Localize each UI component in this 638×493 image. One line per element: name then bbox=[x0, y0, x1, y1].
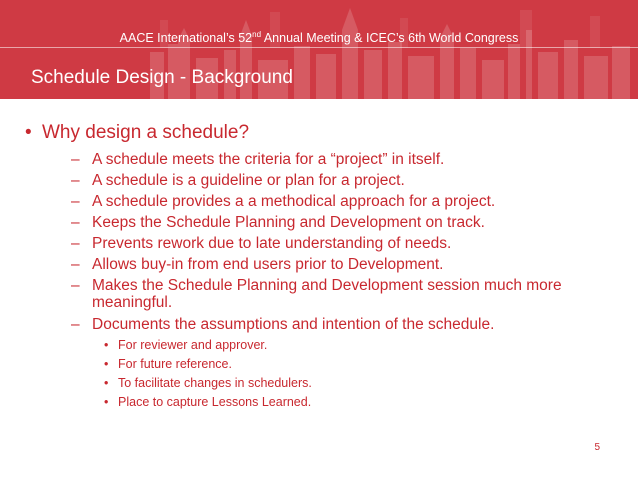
sub-sub-bullet bbox=[104, 376, 312, 390]
sub-sub-bullet-text: To facilitate changes in schedulers. bbox=[118, 376, 312, 390]
sub-bullet bbox=[71, 235, 592, 252]
sub-bullet bbox=[71, 151, 592, 168]
page-number: 5 bbox=[594, 442, 600, 453]
sub-bullet bbox=[71, 277, 592, 311]
bullet-marker: • bbox=[104, 376, 109, 390]
sub-sub-bullet bbox=[104, 395, 312, 409]
conference-title-end: Annual Meeting & ICEC’s 6th World Congress bbox=[261, 31, 519, 45]
bullet-marker: • bbox=[104, 338, 109, 352]
bullet-marker: • bbox=[104, 395, 109, 409]
bullet-main bbox=[25, 122, 250, 144]
sub-sub-bullet-text: Place to capture Lessons Learned. bbox=[118, 395, 312, 409]
dash-marker: – bbox=[71, 316, 80, 333]
sub-sub-bullet-text: For reviewer and approver. bbox=[118, 338, 268, 352]
sub-bullet-text: A schedule meets the criteria for a “project” in itself. bbox=[92, 151, 445, 168]
banner-bottom-border bbox=[0, 99, 638, 100]
dash-marker: – bbox=[71, 277, 80, 294]
banner-divider bbox=[0, 47, 638, 48]
dash-marker: – bbox=[71, 193, 80, 210]
sub-sub-bullet bbox=[104, 357, 232, 371]
bullet-marker: • bbox=[104, 357, 109, 371]
sub-bullet-text: A schedule is a guideline or plan for a project. bbox=[92, 172, 405, 189]
sub-bullet-text: Keeps the Schedule Planning and Development on track. bbox=[92, 214, 485, 231]
bullet-main-text: Why design a schedule? bbox=[42, 122, 250, 143]
sub-sub-bullet-text: For future reference. bbox=[118, 357, 232, 371]
sub-sub-bullet bbox=[104, 338, 268, 352]
conference-title-start: AACE International’s 52 bbox=[119, 31, 253, 45]
dash-marker: – bbox=[71, 235, 80, 252]
conference-title-superscript: nd bbox=[252, 30, 262, 39]
dash-marker: – bbox=[71, 214, 80, 231]
bullet-marker: • bbox=[25, 122, 32, 143]
sub-bullet bbox=[71, 214, 592, 231]
sub-bullet-text: A schedule provides a a methodical approach for a project. bbox=[92, 193, 496, 210]
header-banner bbox=[0, 0, 638, 100]
sub-bullet bbox=[71, 193, 592, 210]
sub-bullet-text: Documents the assumptions and intention of the schedule. bbox=[92, 316, 495, 333]
sub-bullet bbox=[71, 172, 592, 189]
sub-bullet bbox=[71, 256, 592, 273]
dash-marker: – bbox=[71, 172, 80, 189]
sub-bullet bbox=[71, 316, 592, 333]
conference-title bbox=[0, 31, 638, 45]
sub-bullet-text: Allows buy-in from end users prior to Development. bbox=[92, 256, 444, 273]
dash-marker: – bbox=[71, 256, 80, 273]
sub-bullet-text: Prevents rework due to late understanding of needs. bbox=[92, 235, 452, 252]
dash-marker: – bbox=[71, 151, 80, 168]
slide-title: Schedule Design - Background bbox=[31, 67, 293, 88]
sub-bullet-text: Makes the Schedule Planning and Development session much more meaningful. bbox=[92, 277, 562, 311]
